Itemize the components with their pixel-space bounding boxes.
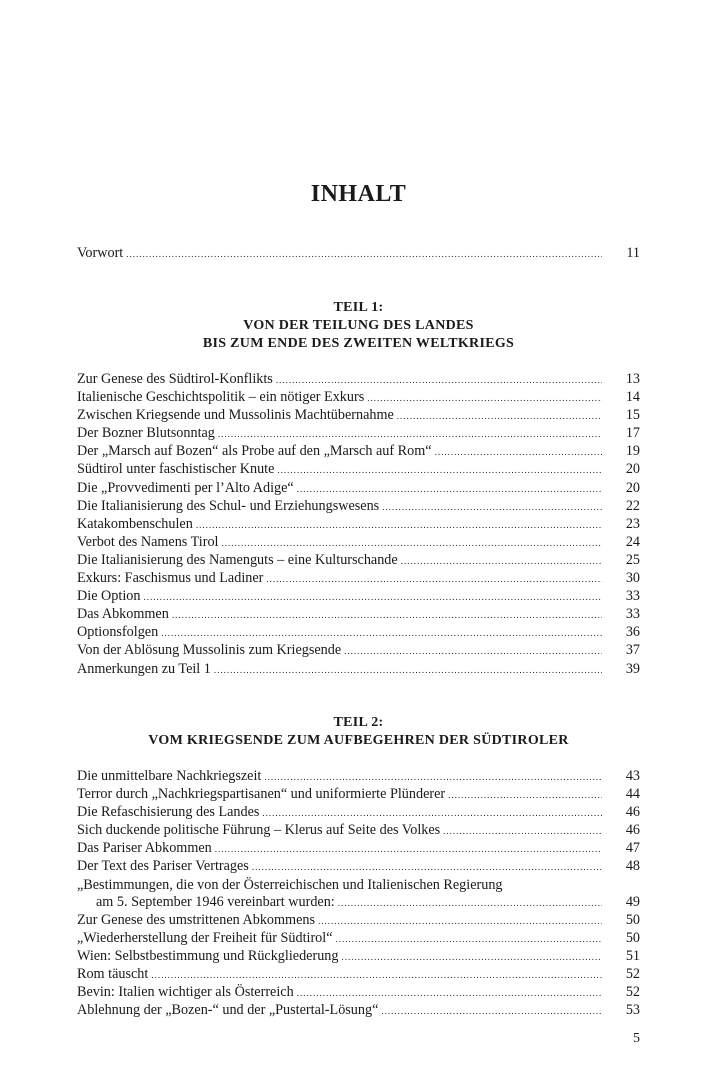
entry-label: Die Option	[77, 588, 141, 605]
entry-label: Die Italianisierung des Namenguts – eine Kulturschande	[77, 551, 398, 568]
entry-page: 15	[625, 407, 640, 424]
entry-page: 20	[625, 479, 640, 496]
toc-entry	[77, 569, 640, 587]
part-2-number: TEIL 2:	[333, 715, 384, 730]
leader-dots	[382, 498, 602, 516]
entry-page: 33	[625, 606, 640, 623]
leader-dots	[221, 534, 602, 552]
entry-page: 39	[625, 660, 640, 677]
leader-dots	[367, 389, 602, 407]
toc-entry	[77, 947, 640, 965]
entry-label: Vorwort	[77, 245, 124, 261]
entry-label: Die „Provvedimenti per l’Alto Adige“	[77, 479, 294, 496]
leader-dots	[448, 786, 602, 804]
entry-page: 22	[625, 497, 640, 514]
entry-page: 30	[625, 570, 640, 587]
entry-label: Optionsfolgen	[77, 624, 159, 641]
entry-page: 51	[625, 947, 640, 964]
entry-page: 50	[625, 929, 640, 946]
entry-label: Von der Ablösung Mussolinis zum Kriegsende	[77, 642, 342, 659]
toc-entry	[77, 623, 640, 641]
entry-label: Der Text des Pariser Vertrages	[77, 858, 249, 875]
entry-label: Zur Genese des Südtirol-Konflikts	[77, 371, 273, 387]
part-2-entries	[77, 767, 640, 1019]
entry-page: 33	[625, 588, 640, 605]
leader-dots	[252, 858, 602, 876]
entry-page: 52	[625, 965, 640, 982]
toc-entry	[77, 839, 640, 857]
toc-entry	[77, 424, 640, 442]
leader-dots	[297, 480, 602, 498]
toc-entry	[77, 244, 640, 262]
entry-label: Anmerkungen zu Teil 1	[77, 660, 211, 677]
leader-dots	[381, 1002, 602, 1020]
page-number: 5	[633, 1031, 640, 1046]
toc-entry	[77, 460, 640, 478]
entry-label: Wien: Selbstbestimmung und Rückgliederung	[77, 947, 339, 964]
toc-entry	[77, 983, 640, 1001]
page-title: INHALT	[310, 181, 407, 207]
leader-dots	[143, 588, 602, 606]
leader-dots	[172, 606, 602, 624]
entry-page: 37	[625, 642, 640, 659]
toc-entry	[77, 533, 640, 551]
toc-entry	[77, 442, 640, 460]
toc-entry-multiline-first	[77, 876, 640, 893]
leader-dots	[126, 245, 602, 263]
entry-page: 23	[625, 515, 640, 532]
toc-entry	[77, 388, 640, 406]
entry-page: 13	[625, 371, 640, 387]
leader-dots	[276, 371, 602, 389]
leader-dots	[338, 894, 602, 912]
entry-page: 47	[625, 840, 640, 857]
preface-entry	[77, 244, 640, 262]
entry-page: 24	[625, 533, 640, 550]
entry-label: Die Italianisierung des Schul- und Erziehungswesens	[77, 497, 380, 514]
toc-entry-multiline-second	[77, 893, 640, 911]
toc-entry	[77, 911, 640, 929]
leader-dots	[344, 642, 602, 660]
entry-page: 49	[625, 893, 640, 910]
entry-page: 25	[625, 551, 640, 568]
entry-page: 43	[625, 768, 640, 784]
entry-page: 20	[625, 461, 640, 478]
leader-dots	[336, 930, 602, 948]
toc-entry	[77, 660, 640, 678]
part-1-entries	[77, 370, 640, 678]
leader-dots	[161, 624, 602, 642]
toc-entry	[77, 767, 640, 785]
part-1-title-line-2: BIS ZUM ENDE DES ZWEITEN WELTKRIEGS	[202, 336, 515, 351]
part-2-title: VOM KRIEGSENDE ZUM AUFBEGEHREN DER SÜDTIROLER	[148, 733, 569, 748]
entry-page: 46	[625, 804, 640, 821]
entry-label: Ablehnung der „Bozen-“ und der „Pustertal-Lösung“	[77, 1002, 379, 1019]
entry-label: Der „Marsch auf Bozen“ als Probe auf den „Marsch auf Rom“	[77, 443, 432, 460]
entry-label: Das Abkommen	[77, 606, 169, 623]
toc-entry	[77, 803, 640, 821]
entry-page: 46	[625, 822, 640, 839]
leader-dots	[214, 661, 602, 679]
entry-label: Exkurs: Faschismus und Ladiner	[77, 570, 264, 587]
entry-page: 17	[625, 425, 640, 442]
entry-page: 11	[626, 245, 640, 261]
toc-entry	[77, 605, 640, 623]
toc-entry	[77, 929, 640, 947]
leader-dots	[341, 948, 602, 966]
entry-label: „Bestimmungen, die von der Österreichischen und Italienischen Regierung	[77, 876, 503, 893]
entry-label: Terror durch „Nachkriegspartisanen“ und uniformierte Plünderer	[77, 786, 446, 803]
entry-label: Die Refaschisierung des Landes	[77, 804, 260, 821]
entry-label: am 5. September 1946 vereinbart wurden:	[96, 893, 335, 910]
leader-dots	[397, 407, 602, 425]
leader-dots	[264, 768, 602, 786]
leader-dots	[151, 966, 602, 984]
entry-label: Italienische Geschichtspolitik – ein nötiger Exkurs	[77, 389, 365, 406]
leader-dots	[443, 822, 602, 840]
leader-dots	[215, 840, 602, 858]
leader-dots	[318, 912, 602, 930]
toc-entry	[77, 785, 640, 803]
toc-entry	[77, 515, 640, 533]
toc-entry	[77, 497, 640, 515]
leader-dots	[196, 516, 602, 534]
leader-dots	[218, 425, 602, 443]
leader-dots	[266, 570, 602, 588]
entry-page: 52	[625, 984, 640, 1001]
entry-label: Das Pariser Abkommen	[77, 840, 212, 857]
leader-dots	[435, 443, 602, 461]
entry-label: Zwischen Kriegsende und Mussolinis Machtübernahme	[77, 407, 394, 424]
entry-label: Die unmittelbare Nachkriegszeit	[77, 768, 262, 784]
entry-label: Sich duckende politische Führung – Klerus auf Seite des Volkes	[77, 822, 441, 839]
entry-label: Verbot des Namens Tirol	[77, 533, 219, 550]
entry-label: „Wiederherstellung der Freiheit für Südtirol“	[77, 929, 333, 946]
toc-entry	[77, 641, 640, 659]
part-1-title-line-1: VON DER TEILUNG DES LANDES	[243, 318, 474, 333]
part-2-heading	[77, 714, 640, 750]
entry-page: 36	[625, 624, 640, 641]
leader-dots	[262, 804, 602, 822]
entry-label: Zur Genese des umstrittenen Abkommens	[77, 911, 315, 928]
toc-entry	[77, 370, 640, 388]
toc-entry	[77, 587, 640, 605]
entry-label: Bevin: Italien wichtiger als Österreich	[77, 984, 294, 1001]
entry-label: Rom täuscht	[77, 965, 149, 982]
leader-dots	[277, 461, 602, 479]
leader-dots	[401, 552, 602, 570]
entry-page: 19	[625, 443, 640, 460]
toc-entry	[77, 406, 640, 424]
toc-entry	[77, 1001, 640, 1019]
entry-page: 50	[625, 911, 640, 928]
entry-label: Südtirol unter faschistischer Knute	[77, 461, 275, 478]
part-1-heading	[77, 299, 640, 353]
entry-page: 14	[625, 389, 640, 406]
toc-entry	[77, 965, 640, 983]
toc-entry	[77, 857, 640, 875]
toc-entry	[77, 551, 640, 569]
entry-page: 53	[625, 1002, 640, 1019]
entry-label: Der Bozner Blutsonntag	[77, 425, 215, 442]
part-1-number: TEIL 1:	[333, 300, 384, 315]
leader-dots	[297, 984, 602, 1002]
entry-page: 44	[625, 786, 640, 803]
entry-page: 48	[625, 858, 640, 875]
toc-entry	[77, 821, 640, 839]
toc-entry	[77, 479, 640, 497]
entry-label: Katakombenschulen	[77, 515, 193, 532]
